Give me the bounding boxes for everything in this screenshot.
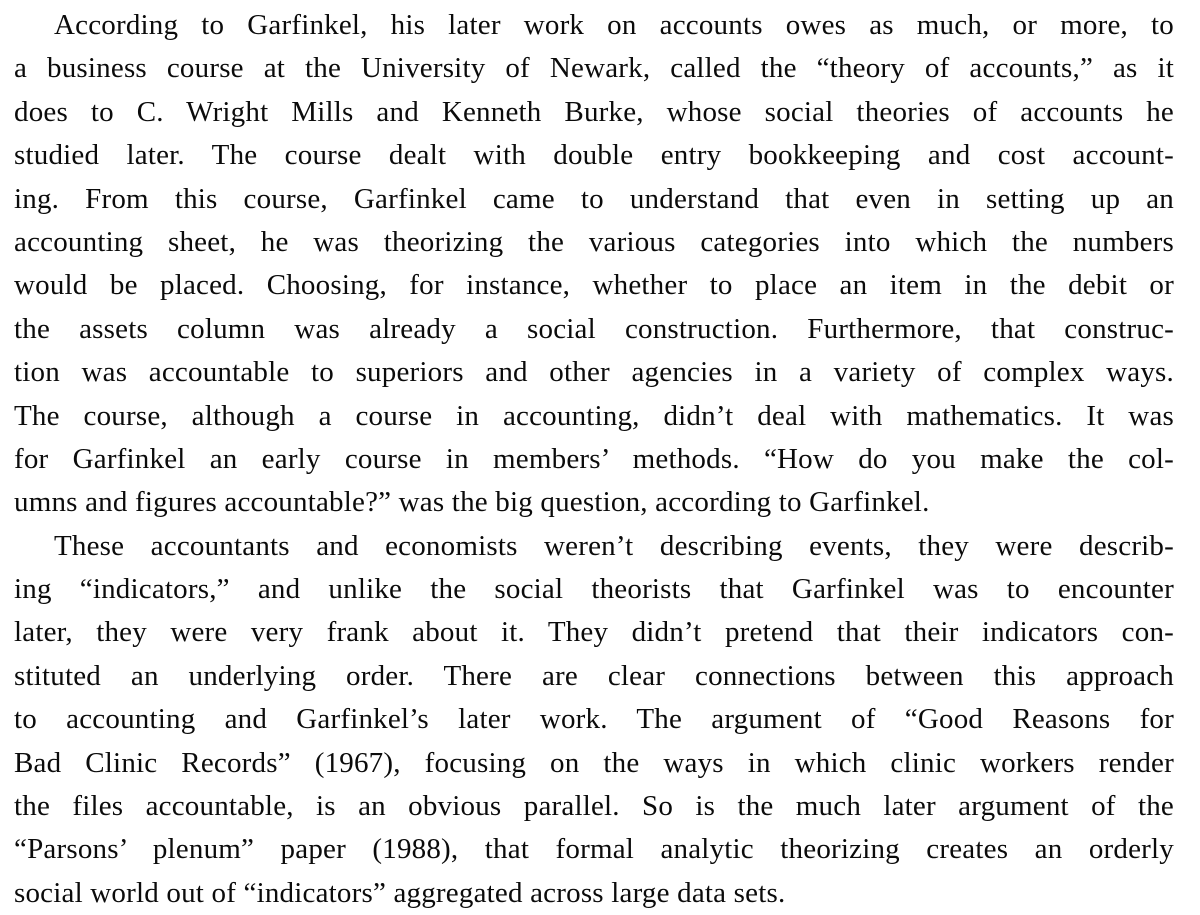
text-line: social world out of “indicators” aggregated across large data sets. bbox=[14, 876, 786, 909]
text-line: The course, although a course in accounting, didn’t deal with mathematics. It was bbox=[14, 399, 1174, 432]
text-line: later, they were very frank about it. They didn’t pretend that their indicators con- bbox=[14, 616, 1174, 649]
text-line: stituted an underlying order. There are clear connections between this approach bbox=[14, 659, 1174, 692]
text-line: ing. From this course, Garfinkel came to understand that even in setting up an bbox=[14, 182, 1174, 215]
text-line: umns and figures accountable?” was the big question, according to Garfinkel. bbox=[14, 486, 930, 519]
text-line: Bad Clinic Records” (1967), focusing on the ways in which clinic workers render bbox=[14, 746, 1174, 779]
text-line: tion was accountable to superiors and other agencies in a variety of complex ways. bbox=[14, 356, 1174, 389]
paragraph-1 bbox=[14, 4, 1174, 525]
text-line: to accounting and Garfinkel’s later work. The argument of “Good Reasons for bbox=[14, 703, 1174, 736]
document-page bbox=[14, 4, 1174, 915]
text-line: a business course at the University of Newark, called the “theory of accounts,” as it bbox=[14, 52, 1174, 85]
text-line: These accountants and economists weren’t describing events, they were describ- bbox=[54, 529, 1174, 562]
text-line: accounting sheet, he was theorizing the various categories into which the numbers bbox=[14, 225, 1174, 258]
text-line: According to Garfinkel, his later work on accounts owes as much, or more, to bbox=[54, 9, 1174, 41]
text-line: studied later. The course dealt with double entry bookkeeping and cost account- bbox=[14, 139, 1174, 172]
text-line: the files accountable, is an obvious parallel. So is the much later argument of the bbox=[14, 790, 1174, 823]
text-line: the assets column was already a social construction. Furthermore, that construc- bbox=[14, 312, 1174, 345]
text-line: for Garfinkel an early course in members’ methods. “How do you make the col- bbox=[14, 442, 1174, 475]
paragraph-2 bbox=[14, 525, 1174, 915]
text-line: “Parsons’ plenum” paper (1988), that formal analytic theorizing creates an orderly bbox=[14, 833, 1174, 866]
text-line: does to C. Wright Mills and Kenneth Burke, whose social theories of accounts he bbox=[14, 95, 1174, 128]
text-line: ing “indicators,” and unlike the social theorists that Garfinkel was to encounter bbox=[14, 573, 1174, 606]
text-line: would be placed. Choosing, for instance, whether to place an item in the debit or bbox=[14, 269, 1174, 302]
